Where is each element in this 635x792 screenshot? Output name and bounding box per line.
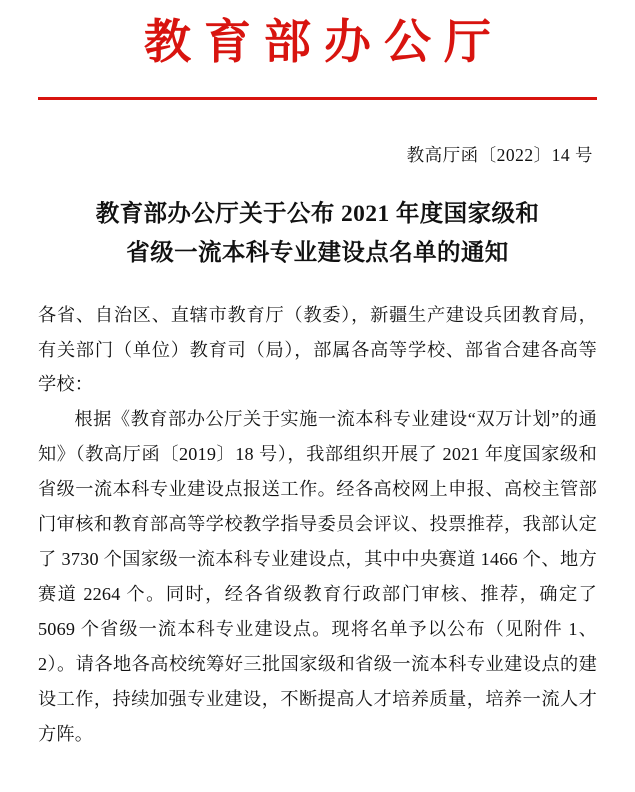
document-number: 教高厅函〔2022〕14 号 (406, 145, 593, 166)
recipients-paragraph: 各省、自治区、直辖市教育厅（教委），新疆生产建设兵团教育局，有关部门（单位）教育司（局），部属各高等学校、部省合建各高等学校： (38, 304, 597, 395)
page-title-line-1: 教育部办公厅关于公布 2021 年度国家级和 (95, 201, 540, 228)
letterhead (38, 0, 597, 100)
letterhead-divider (38, 97, 597, 100)
page-title (38, 195, 597, 271)
letterhead-organization: 教育部办公厅 (144, 17, 504, 69)
page-title-line-2: 省级一流本科专业建设点名单的通知 (126, 239, 509, 266)
body-paragraph-1: 根据《教育部办公厅关于实施一流本科专业建设“双万计划”的通知》（教高厅函〔2019〕18 号），我部组织开展了 2021 年度国家级和省级一流本科专业建设点报送工作。经各高校网上申报、高校主管部门审核和教育部高等学校教学指导委员会评议、投票推荐，我部认定了 3730 个国家级一流本科专业建设点，其中中央赛道 1466 个、地方赛道 2264 个。同时，经各省级教育行政部门审核、推荐，确定了 5069 个省级一流本科专业建设点。现将名单予以公布（见附件 1、2）。请各地各高校统筹好三批国家级和省级一流本科专业建设点的建设工作，持续加强专业建设，不断提高人才培养质量，培养一流人才方阵。 (38, 409, 597, 744)
document-body (38, 298, 597, 752)
